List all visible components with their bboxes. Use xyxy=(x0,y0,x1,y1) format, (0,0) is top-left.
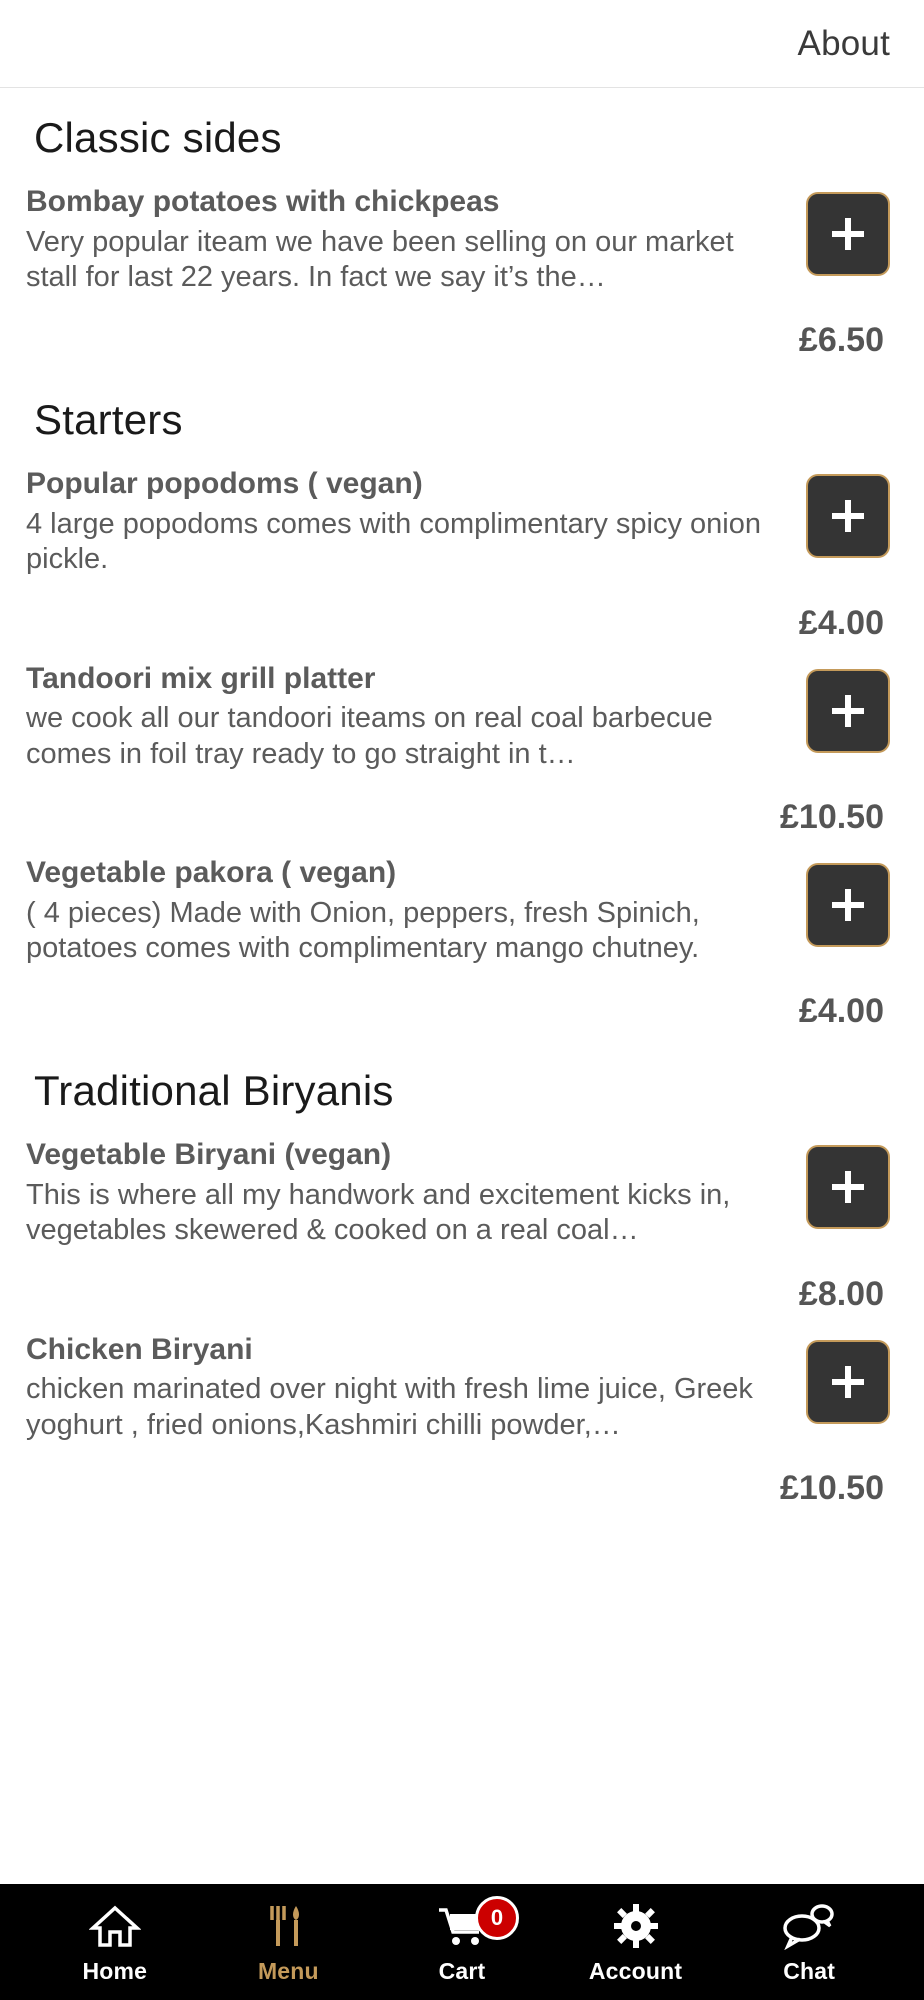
menu-item-description: 4 large popodoms comes with complimentary spicy onion pickle. xyxy=(26,507,762,576)
top-bar xyxy=(0,0,924,88)
plus-icon xyxy=(826,689,870,733)
chat-bubbles-icon xyxy=(780,1900,838,1952)
add-to-cart-button[interactable] xyxy=(806,1340,890,1424)
menu-item-description: we cook all our tandoori iteams on real coal barbecue comes in foil tray ready to go straight in t… xyxy=(26,702,713,770)
nav-label-chat: Chat xyxy=(783,1957,836,1984)
menu-item[interactable] xyxy=(0,847,924,1041)
menu-item-price: £10.50 xyxy=(780,798,884,837)
nav-label-menu: Menu xyxy=(257,1957,319,1984)
cart-badge-count: 0 xyxy=(475,1896,519,1940)
plus-icon xyxy=(826,212,870,256)
menu-item-row xyxy=(26,1332,890,1443)
menu-item-price: £8.00 xyxy=(798,1274,884,1313)
menu-item-text xyxy=(26,1137,806,1248)
nav-item-home[interactable] xyxy=(40,1900,190,1985)
menu-item-price: £6.50 xyxy=(798,321,884,360)
nav-label-account: Account xyxy=(588,1957,683,1984)
add-to-cart-button[interactable] xyxy=(806,669,890,753)
menu-item[interactable] xyxy=(0,653,924,847)
home-icon xyxy=(89,1900,141,1952)
menu-section xyxy=(0,88,924,370)
menu-item-name: Tandoori mix grill platter xyxy=(26,661,376,695)
plus-icon xyxy=(826,494,870,538)
section-title: Traditional Biryanis xyxy=(34,1067,394,1115)
menu-item[interactable] xyxy=(0,458,924,652)
menu-item-row xyxy=(26,466,890,577)
menu-item-price: £4.00 xyxy=(798,992,884,1031)
menu-item-row xyxy=(26,184,890,295)
bottom-navigation xyxy=(0,1884,924,2000)
menu-item-row xyxy=(26,855,890,966)
menu-item-text xyxy=(26,1332,806,1443)
menu-item-name: Bombay potatoes with chickpeas xyxy=(26,185,500,218)
menu-item-row xyxy=(26,661,890,772)
menu-item-text xyxy=(26,855,806,966)
menu-item-description: Very popular iteam we have been selling on our market stall for last 22 years. In fact we say it’s the… xyxy=(26,225,734,293)
menu-item-description: This is where all my handwork and excitement kicks in, vegetables skewered & cooked on a real coal… xyxy=(26,1178,731,1247)
menu-section xyxy=(0,1041,924,1518)
menu-item[interactable] xyxy=(0,176,924,370)
menu-item-name: Popular popodoms ( vegan) xyxy=(26,467,423,501)
nav-label-cart: Cart xyxy=(438,1957,486,1984)
menu-item-text xyxy=(26,184,806,295)
menu-item-text xyxy=(26,661,806,772)
plus-icon xyxy=(826,883,870,927)
plus-icon xyxy=(826,1360,870,1404)
menu-item-text xyxy=(26,466,806,577)
nav-item-account[interactable] xyxy=(561,1900,711,1985)
plus-icon xyxy=(826,1165,870,1209)
menu-item-name: Chicken Biryani xyxy=(26,1332,253,1366)
about-link[interactable]: About xyxy=(797,23,890,63)
menu-item-price: £10.50 xyxy=(780,1469,884,1508)
menu-item-price: £4.00 xyxy=(798,603,884,642)
menu-section xyxy=(0,370,924,1041)
nav-label-home: Home xyxy=(82,1957,148,1984)
section-title: Starters xyxy=(34,396,183,444)
menu-item-name: Vegetable pakora ( vegan) xyxy=(26,856,397,890)
nav-item-menu[interactable] xyxy=(213,1900,363,1985)
menu-item-row xyxy=(26,1137,890,1248)
section-title: Classic sides xyxy=(34,114,282,161)
add-to-cart-button[interactable] xyxy=(806,474,890,558)
menu-item-description: chicken marinated over night with fresh lime juice, Greek yoghurt , fried onions,Kashmiri chilli powder,… xyxy=(26,1373,753,1441)
gear-icon xyxy=(610,1900,662,1952)
menu-list[interactable] xyxy=(0,88,924,2000)
menu-item[interactable] xyxy=(0,1324,924,1518)
add-to-cart-button[interactable] xyxy=(806,863,890,947)
nav-item-chat[interactable] xyxy=(734,1900,884,1985)
menu-item-description: ( 4 pieces) Made with Onion, peppers, fresh Spinich, potatoes comes with complimentary mango chutney. xyxy=(26,896,700,964)
menu-item-name: Vegetable Biryani (vegan) xyxy=(26,1138,392,1172)
nav-item-cart[interactable] xyxy=(387,1900,537,1985)
add-to-cart-button[interactable] xyxy=(806,1145,890,1229)
menu-item[interactable] xyxy=(0,1129,924,1323)
cutlery-icon xyxy=(262,1900,314,1952)
add-to-cart-button[interactable] xyxy=(806,192,890,276)
